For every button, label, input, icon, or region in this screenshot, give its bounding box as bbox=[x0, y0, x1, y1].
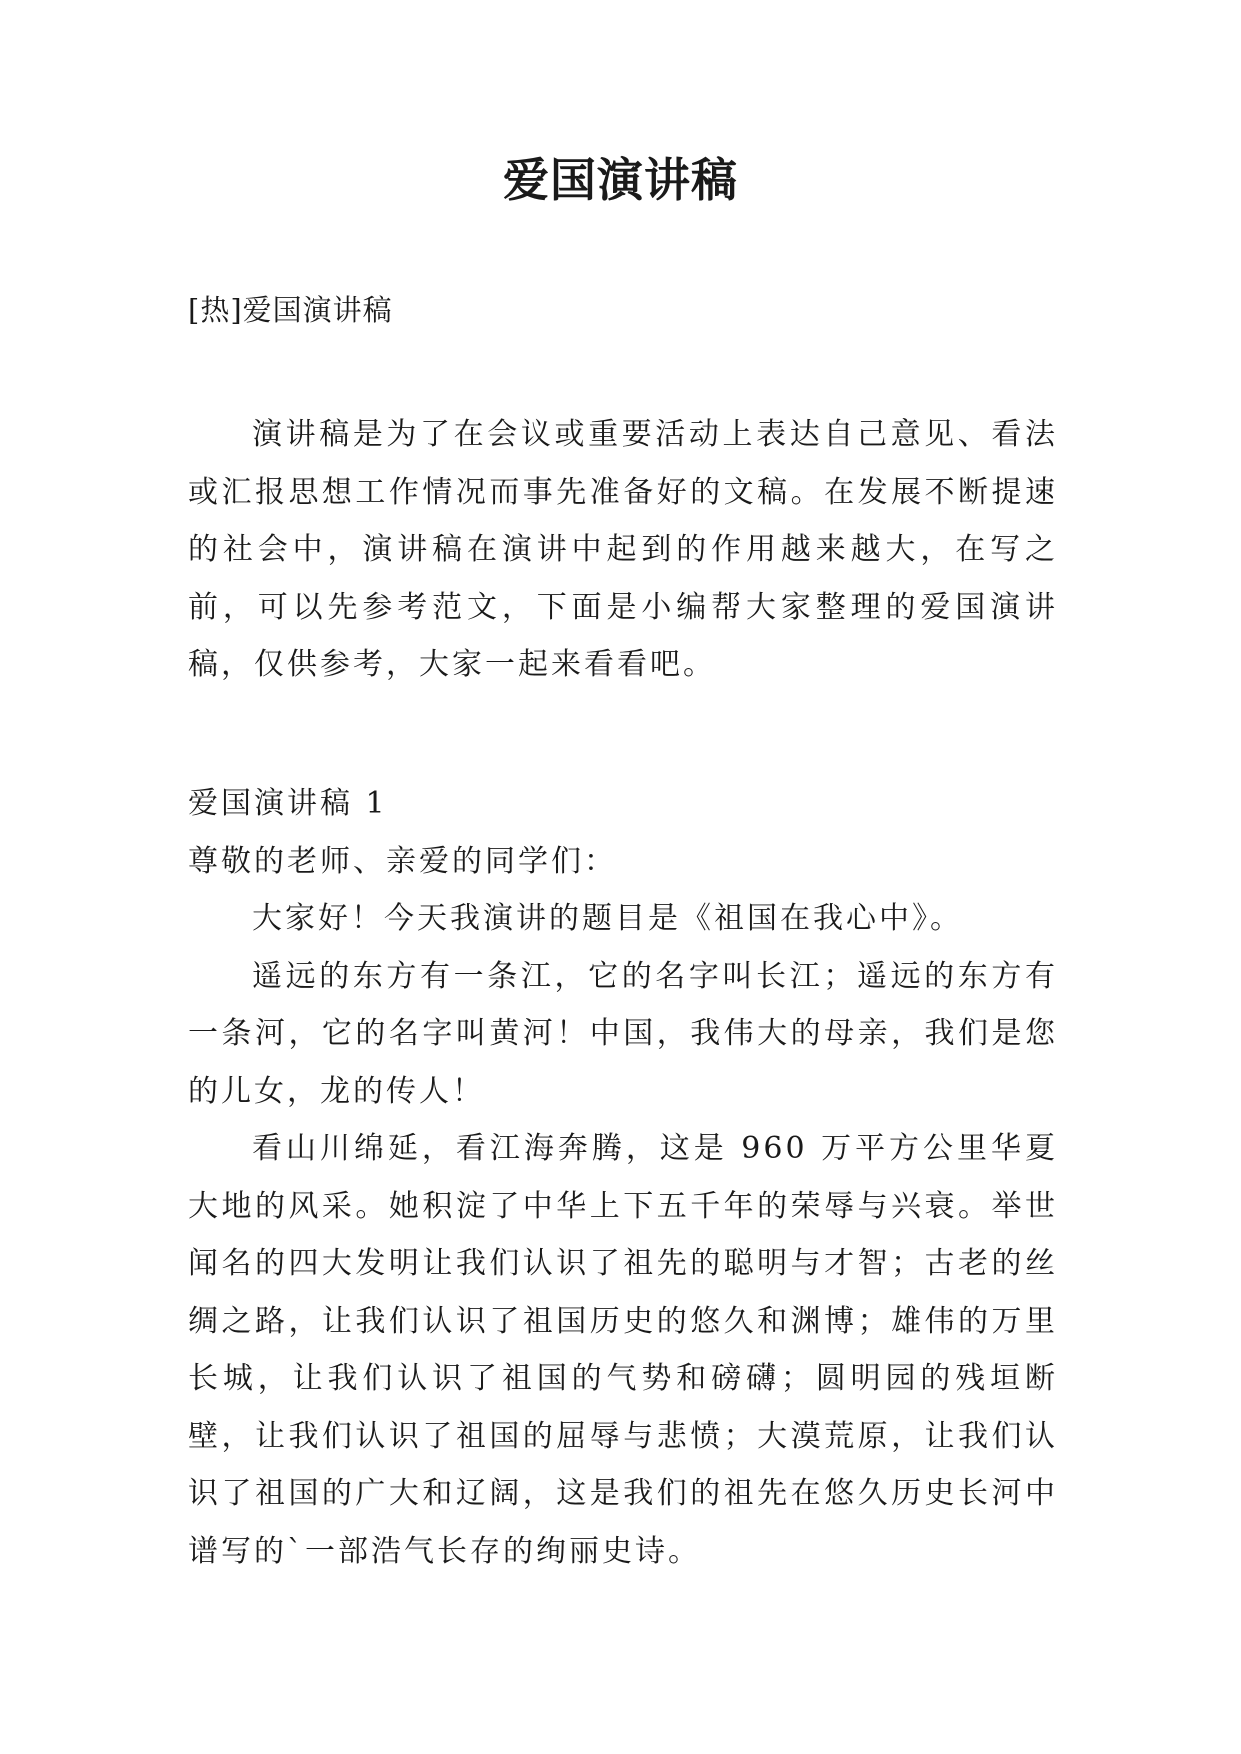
section-heading: 爱国演讲稿 1 bbox=[188, 786, 388, 821]
document-subtitle: [热]爱国演讲稿 bbox=[188, 293, 393, 327]
salutation: 尊敬的老师、亲爱的同学们： bbox=[188, 843, 617, 879]
speech-paragraph: 大家好！今天我演讲的题目是《祖国在我心中》。 bbox=[252, 901, 963, 936]
speech-section bbox=[188, 775, 1058, 1580]
document-title: 爱国演讲稿 bbox=[503, 153, 738, 207]
speech-paragraph: 遥远的东方有一条江，它的名字叫长江；遥远的东方有一条河，它的名字叫黄河！中国，我伟大的母亲，我们是您的儿女，龙的传人！ bbox=[188, 958, 1058, 1109]
intro-paragraph: 演讲稿是为了在会议或重要活动上表达自己意见、看法或汇报思想工作情况而事先准备好的文稿。在发展不断提速的社会中，演讲稿在演讲中起到的作用越来越大，在写之前，可以先参考范文，下面是小编帮大家整理的爱国演讲稿，仅供参考，大家一起来看看吧。 bbox=[188, 417, 1058, 682]
speech-paragraph: 看山川绵延，看江海奔腾，这是 960 万平方公里华夏大地的风采。她积淀了中华上下五千年的荣辱与兴衰。举世闻名的四大发明让我们认识了祖先的聪明与才智；古老的丝绸之路，让我们认识了祖国历史的悠久和渊博；雄伟的万里长城，让我们认识了祖国的气势和磅礴；圆明园的残垣断壁，让我们认识了祖国的屈辱与悲愤；大漠荒原，让我们认识了祖国的广大和辽阔，这是我们的祖先在悠久历史长河中谱写的`一部浩气长存的绚丽史诗。 bbox=[188, 1131, 1058, 1569]
intro-block bbox=[188, 406, 1058, 694]
